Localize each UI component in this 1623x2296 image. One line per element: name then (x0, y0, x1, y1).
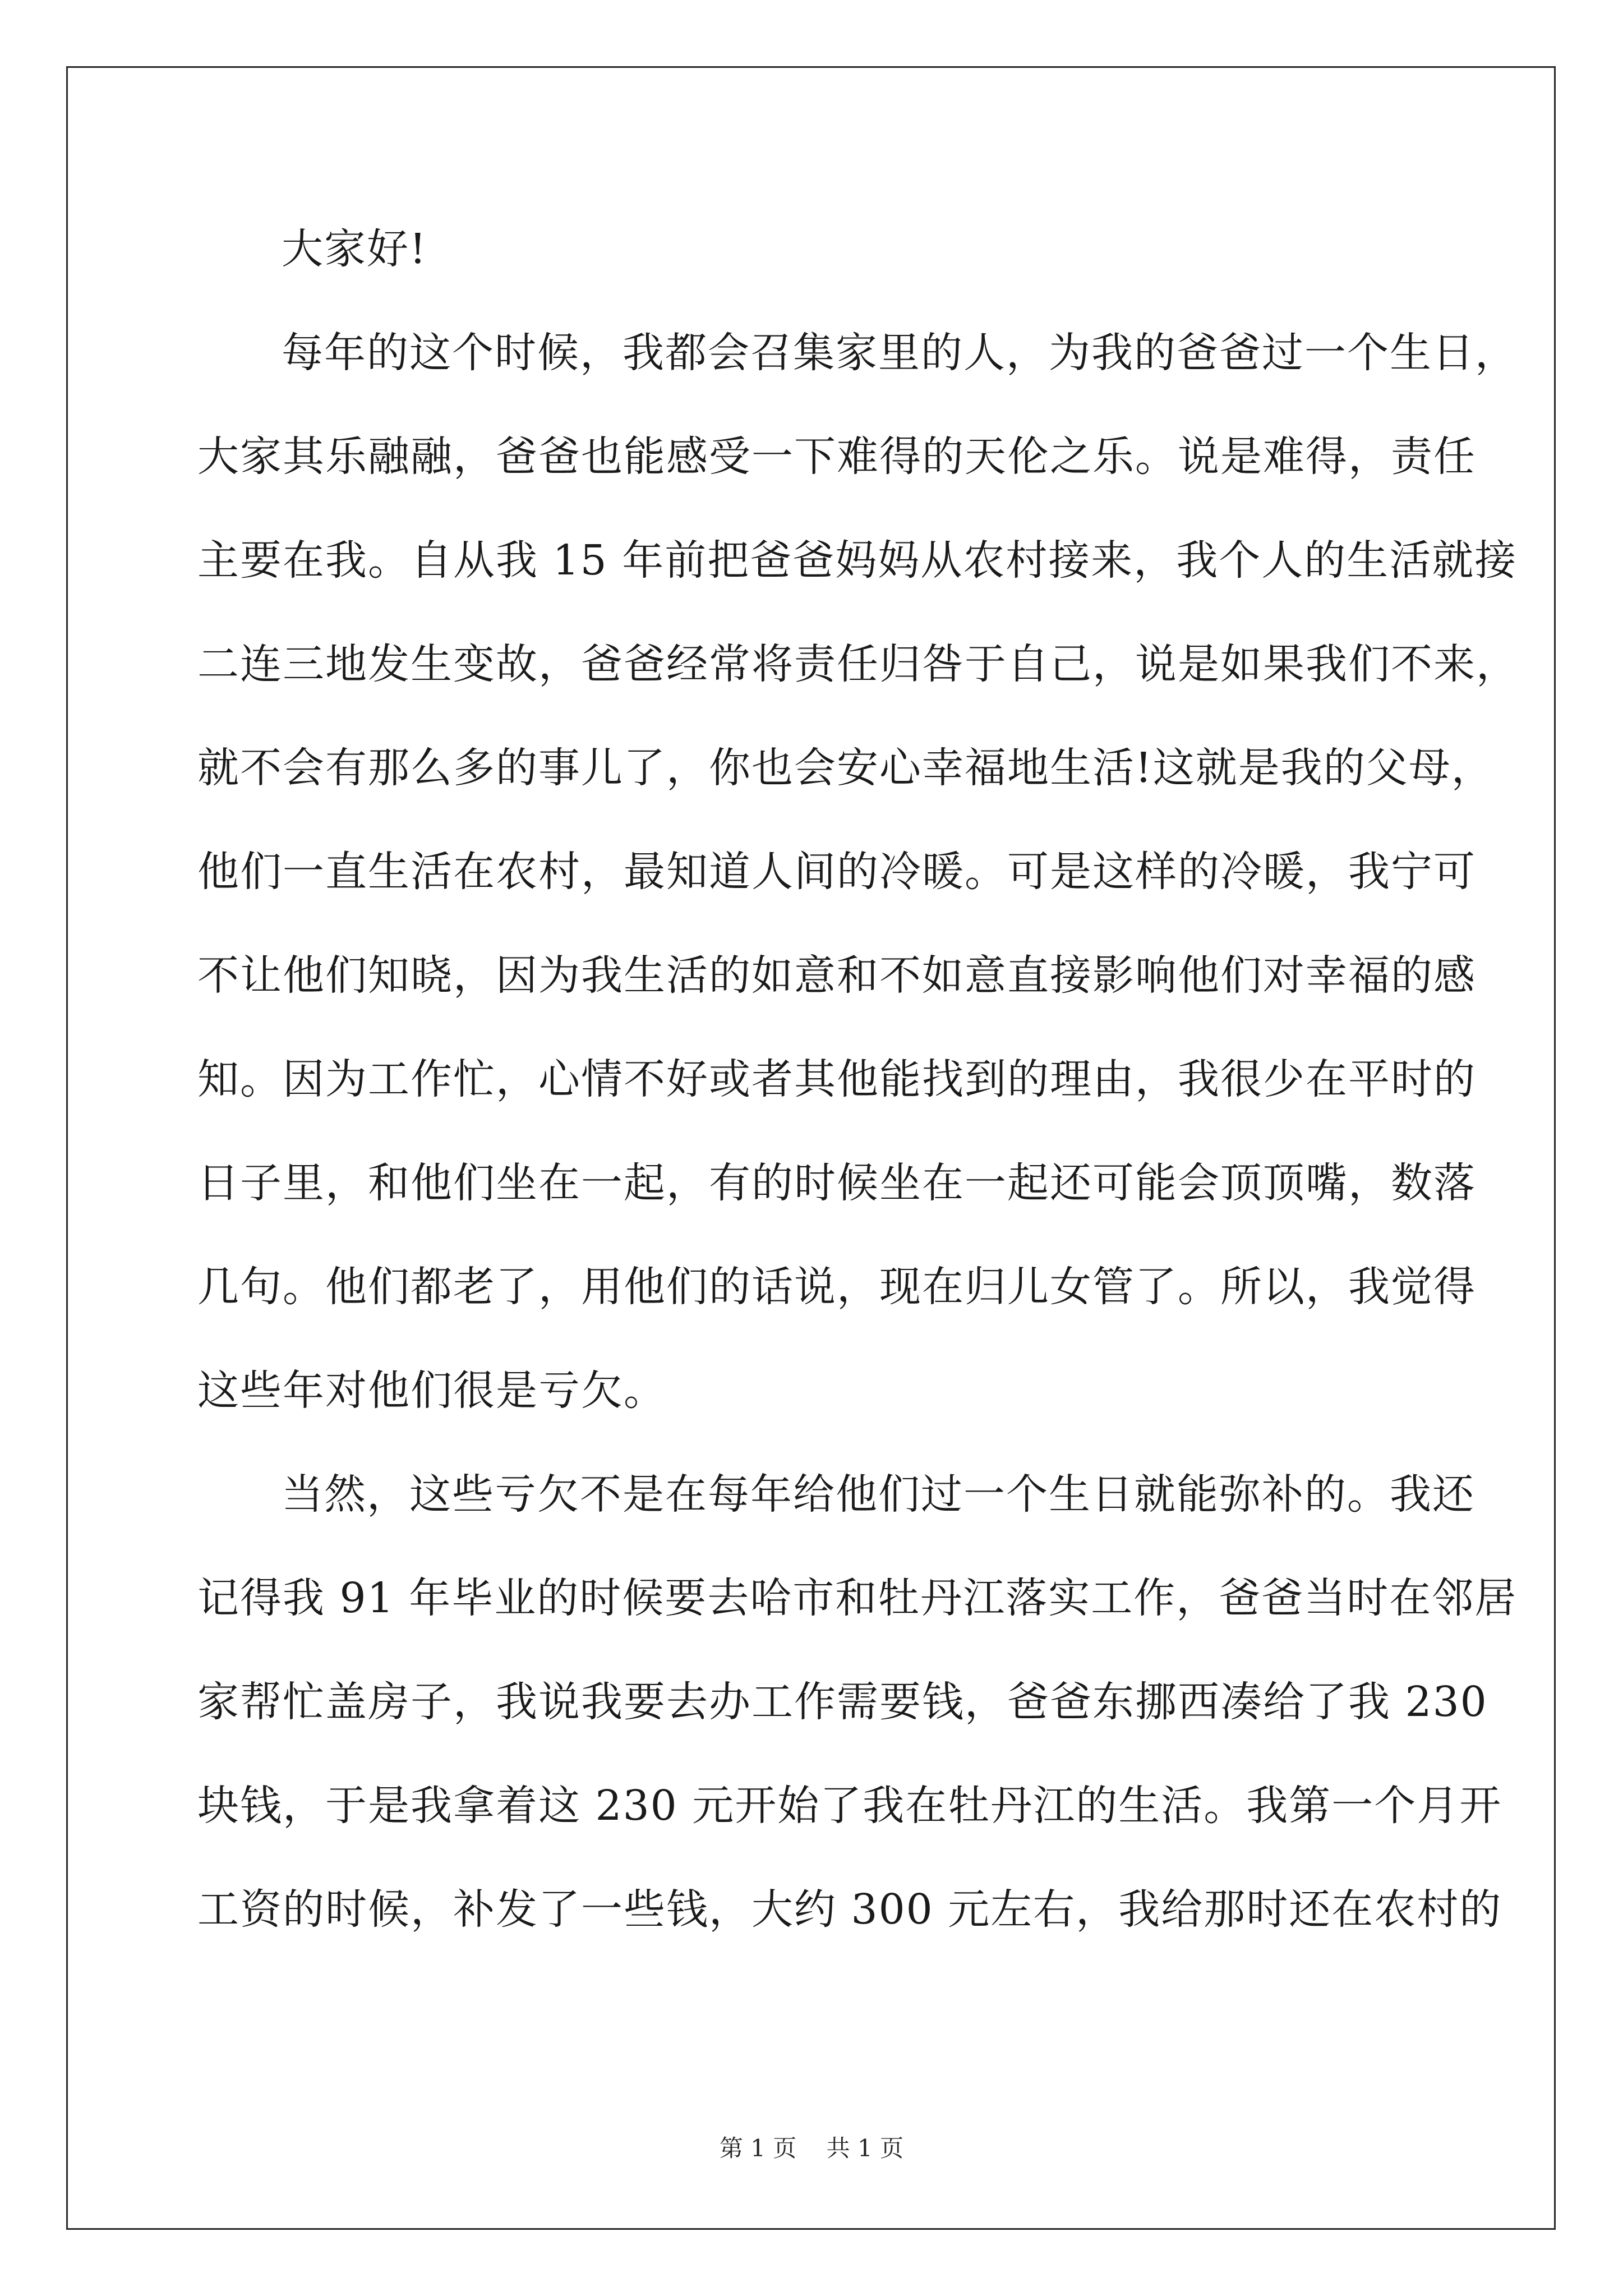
paragraph-line: 主要在我。自从我 15 年前把爸爸妈妈从农村接来，我个人的生活就接 (197, 536, 1518, 585)
paragraph-line: 二连三地发生变故，爸爸经常将责任归咎于自己，说是如果我们不来， (197, 640, 1519, 688)
page-footer (0, 2132, 1623, 2165)
page-count: 共 1 页 (826, 2134, 904, 2162)
paragraph-line: 块钱，于是我拿着这 230 元开始了我在牡丹江的生活。我第一个月开 (197, 1782, 1502, 1830)
paragraph-line: 几句。他们都老了，用他们的话说，现在归儿女管了。所以，我觉得 (197, 1263, 1476, 1311)
paragraph-line: 每年的这个时候，我都会召集家里的人，为我的爸爸过一个生日， (282, 329, 1518, 377)
paragraph-line: 知。因为工作忙，心情不好或者其他能找到的理由，我很少在平时的 (197, 1055, 1476, 1103)
paragraph-line: 他们一直生活在农村，最知道人间的冷暖。可是这样的冷暖，我宁可 (197, 848, 1476, 896)
paragraph-line: 不让他们知晓，因为我生活的如意和不如意直接影响他们对幸福的感 (197, 951, 1476, 1000)
paragraph-line: 日子里，和他们坐在一起，有的时候坐在一起还可能会顶顶嘴，数落 (197, 1159, 1476, 1207)
paragraph-line: 记得我 91 年毕业的时候要去哈市和牡丹江落实工作，爸爸当时在邻居 (197, 1574, 1518, 1622)
paragraph-line: 就不会有那么多的事儿了，你也会安心幸福地生活!这就是我的父母， (197, 744, 1494, 792)
paragraph-line: 家帮忙盖房子，我说我要去办工作需要钱，爸爸东挪西凑给了我 230 (197, 1678, 1488, 1726)
page-number: 第 1 页 (719, 2134, 797, 2162)
paragraph-line: 工资的时候，补发了一些钱，大约 300 元左右，我给那时还在农村的 (197, 1885, 1502, 1934)
paragraph-line: 当然，这些亏欠不是在每年给他们过一个生日就能弥补的。我还 (282, 1470, 1475, 1519)
paragraph-line: 大家其乐融融，爸爸也能感受一下难得的天伦之乐。说是难得，责任 (197, 432, 1476, 481)
paragraph-line: 大家好! (282, 225, 427, 273)
paragraph-line: 这些年对他们很是亏欠。 (197, 1366, 666, 1415)
document-body (197, 220, 1519, 1984)
